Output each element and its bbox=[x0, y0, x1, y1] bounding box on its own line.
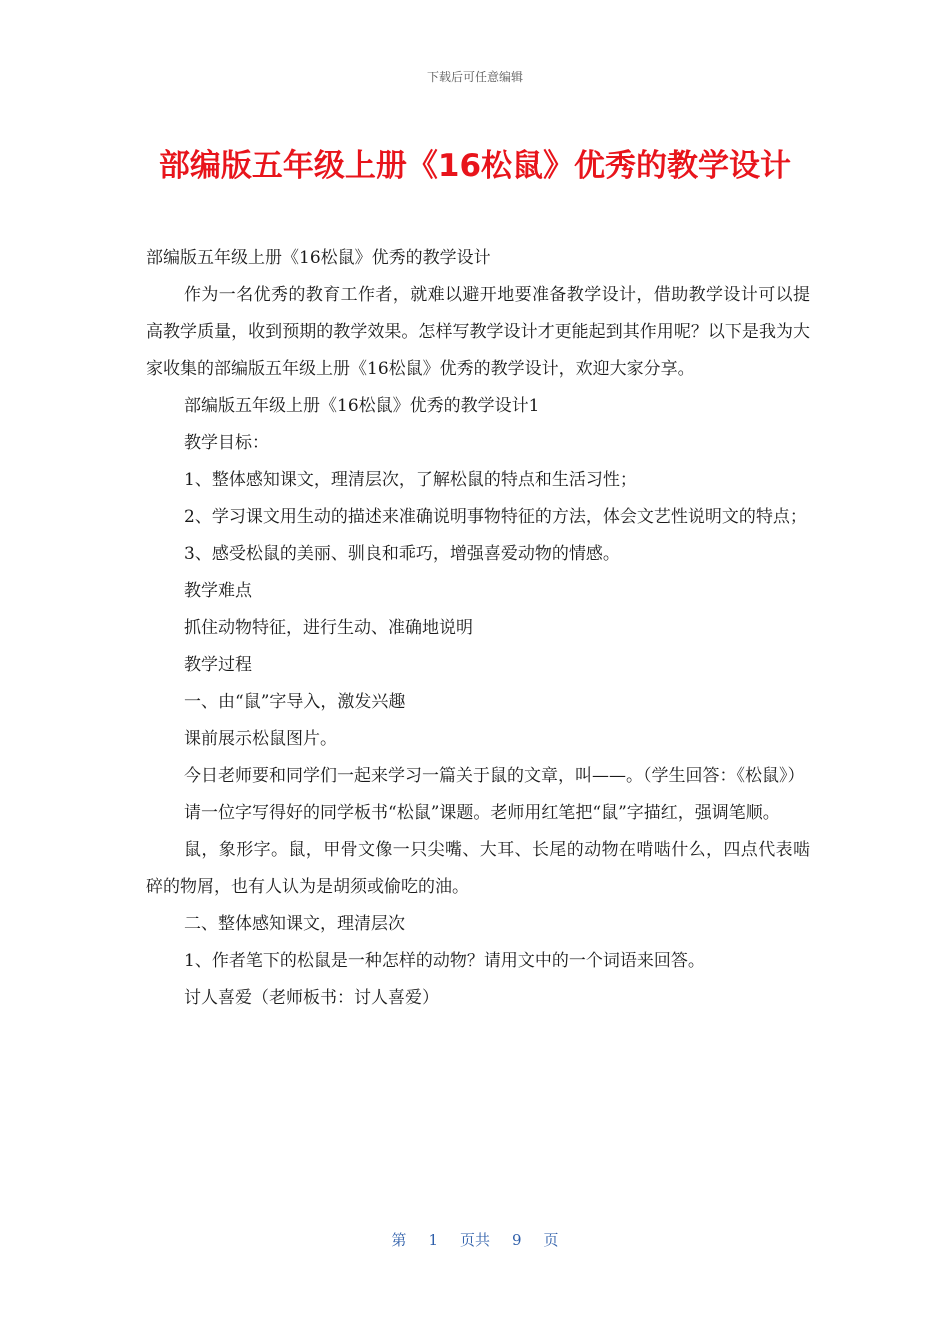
header-note: 下载后可任意编辑 bbox=[426, 70, 523, 84]
footer-page-middle: 页共 bbox=[459, 1231, 490, 1249]
paragraph-step-1-b: 今日老师要和同学们一起来学习一篇关于鼠的文章，叫——。（学生回答：《松鼠》） bbox=[184, 766, 805, 786]
paragraph-goal-2: 2、学习课文用生动的描述来准确说明事物特征的方法，体会文艺性说明文的特点； bbox=[184, 507, 807, 527]
document-title: 部编版五年级上册《16松鼠》优秀的教学设计 bbox=[158, 148, 792, 184]
paragraph-goal-1: 1、整体感知课文，理清层次，了解松鼠的特点和生活习性； bbox=[184, 470, 637, 490]
paragraph-process-heading: 教学过程 bbox=[184, 655, 252, 675]
footer-page-prefix: 第 bbox=[391, 1231, 407, 1249]
paragraph-difficulty-heading: 教学难点 bbox=[184, 581, 252, 601]
paragraph-step-1-c: 请一位字写得好的同学板书“松鼠”课题。老师用红笔把“鼠”字描红，强调笔顺。 bbox=[184, 803, 780, 823]
paragraph-step-1-heading: 一、由“鼠”字导入，激发兴趣 bbox=[184, 692, 406, 712]
paragraph-step-2-a: 1、作者笔下的松鼠是一种怎样的动物？请用文中的一个词语来回答。 bbox=[184, 951, 705, 971]
page-footer bbox=[0, 1229, 950, 1250]
footer-page-suffix: 页 bbox=[543, 1231, 559, 1249]
paragraph-goal-3: 3、感受松鼠的美丽、驯良和乖巧，增强喜爱动物的情感。 bbox=[184, 544, 620, 564]
paragraph-step-1-d: 鼠，象形字。鼠，甲骨文像一只尖嘴、大耳、长尾的动物在啃啮什么，四点代表啮碎的物屑，也有人认为是胡须或偷吃的油。 bbox=[146, 840, 810, 897]
paragraph-step-2-b: 讨人喜爱（老师板书：讨人喜爱） bbox=[184, 988, 439, 1008]
document-body bbox=[146, 240, 810, 1017]
footer-page-total: 9 bbox=[512, 1231, 522, 1249]
paragraph-difficulty: 抓住动物特征，进行生动、准确地说明 bbox=[184, 618, 473, 638]
paragraph-goals-heading: 教学目标： bbox=[184, 433, 269, 453]
paragraph-step-2-heading: 二、整体感知课文，理清层次 bbox=[184, 914, 405, 934]
paragraph-step-1-a: 课前展示松鼠图片。 bbox=[184, 729, 337, 749]
paragraph-section-heading: 部编版五年级上册《16松鼠》优秀的教学设计1 bbox=[184, 396, 540, 416]
paragraph-intro: 作为一名优秀的教育工作者，就难以避开地要准备教学设计，借助教学设计可以提高教学质量，收到预期的教学效果。怎样写教学设计才更能起到其作用呢？以下是我为大家收集的部编版五年级上册《16松鼠》优秀的教学设计，欢迎大家分享。 bbox=[146, 285, 810, 379]
paragraph-subtitle: 部编版五年级上册《16松鼠》优秀的教学设计 bbox=[146, 248, 491, 268]
footer-page-number: 1 bbox=[428, 1231, 438, 1249]
